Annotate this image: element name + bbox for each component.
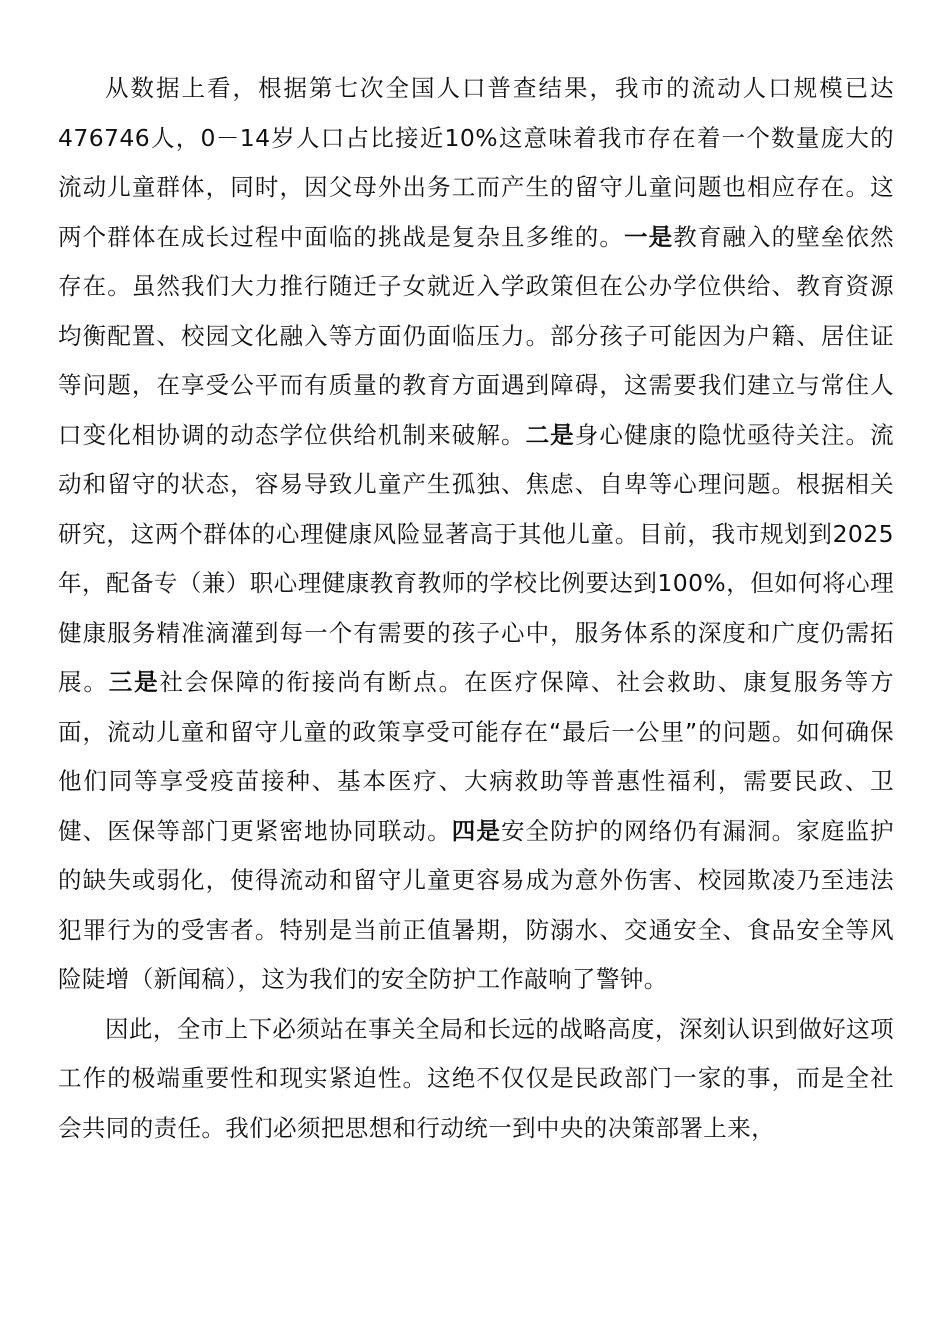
paragraph-1-text-1: 从数据上看，根据第七次全国人口普查结果，我市的流动人口规模已达476746人，0－14岁人口占比接近10%这意味着我市存在着一个数量庞大的流动儿童群体，同时，因父母外出务工而产生的留守儿童问题也相应存在。这两个群体在成长过程中面临的挑战是复杂且多维的。 [58, 74, 894, 251]
paragraph-1-text-5: 安全防护的网络仍有漏洞。家庭监护的缺失或弱化，使得流动和留守儿童更容易成为意外伤害、校园欺凌乃至违法犯罪行为的受害者。特别是当前正值暑期，防溺水、交通安全、食品安全等风险陡增（新闻稿），这为我们的安全防护工作敲响了警钟。 [58, 816, 894, 993]
document-body [58, 64, 894, 1153]
point-three-label: 三是 [108, 668, 160, 696]
point-four-label: 四是 [451, 816, 501, 845]
paragraph-1-text-2: 教育融入的壁垒依然存在。虽然我们大力推行随迁子女就近入学政策但在公办学位供给、教育资源均衡配置、校园文化融入等方面仍面临压力。部分孩子可能因为户籍、居住证等问题，在享受公平而有质量的教育方面遇到障碍，这需要我们建立与常住人口变化相协调的动态学位供给机制来破解。 [58, 222, 894, 449]
point-two-label: 二是 [525, 420, 575, 449]
paragraph-1-text-3: 身心健康的隐忧亟待关注。流动和留守的状态，容易导致儿童产生孤独、焦虑、自卑等心理问题。根据相关研究，这两个群体的心理健康风险显著高于其他儿童。目前，我市规划到2025年，配备专（兼）职心理健康教育教师的学校比例要达到100%，但如何将心理健康服务精准滴灌到每一个有需要的孩子心中，服务体系的深度和广度仍需拓展。 [58, 420, 894, 696]
point-one-label: 一是 [624, 222, 674, 251]
paragraph-1 [58, 64, 894, 1005]
paragraph-1-text-4: 社会保障的衔接尚有断点。在医疗保障、社会救助、康复服务等方面，流动儿童和留守儿童的政策享受可能存在“最后一公里”的问题。如何确保他们同等享受疫苗接种、基本医疗、大病救助等普惠性福利，需要民政、卫健、医保等部门更紧密地协同联动。 [58, 668, 894, 845]
paragraph-2-text: 因此，全市上下必须站在事关全局和长远的战略高度，深刻认识到做好这项工作的极端重要性和现实紧迫性。这绝不仅仅是民政部门一家的事，而是全社会共同的责任。我们必须把思想和行动统一到中央的决策部署上来， [58, 1014, 894, 1142]
paragraph-2 [58, 1005, 894, 1154]
